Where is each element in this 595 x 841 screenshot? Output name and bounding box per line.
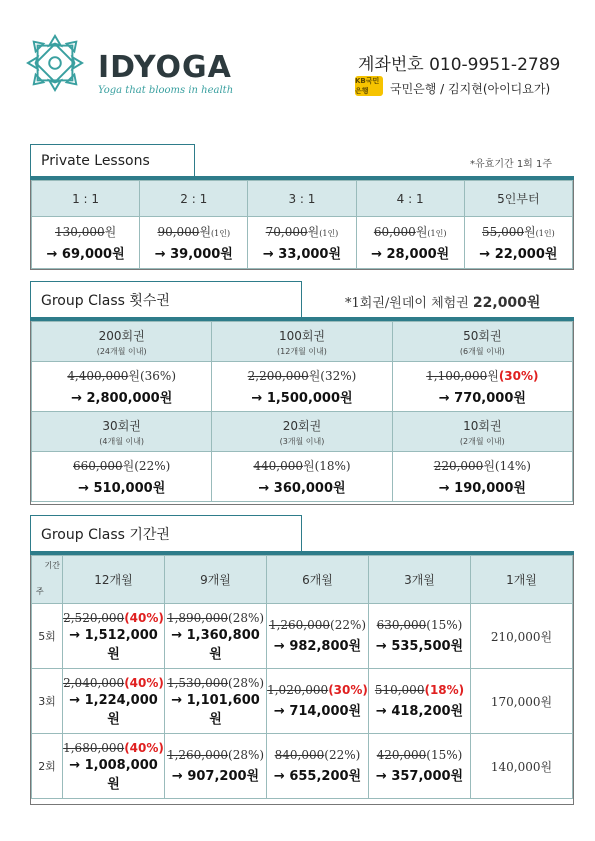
price-cell: [267, 734, 369, 799]
original-price: 660,000원(22%): [73, 459, 171, 473]
per-person-note: (1인): [211, 229, 231, 238]
discounted-price: → 1,101,600원: [171, 692, 260, 727]
pass-label: 50회권: [463, 328, 502, 343]
price-cell: [32, 362, 212, 412]
price-cell: [165, 604, 267, 669]
validity-period: (6개월 이내): [459, 346, 505, 356]
pass-label: 200회권: [98, 328, 145, 343]
struck-price: 70,000: [265, 225, 308, 239]
pass-header: [212, 322, 392, 362]
account-number: 계좌번호 010-9951-2789: [358, 55, 561, 75]
discount-rate: (32%): [320, 369, 357, 383]
discounted-price: → 510,000원: [78, 481, 166, 496]
discounted-price: → 22,000원: [479, 247, 558, 262]
group-period-title: Group Class 기간권: [30, 515, 302, 551]
price-cell: [356, 217, 464, 269]
original-price: 130,000원: [54, 225, 117, 239]
original-price: 1,100,000원(30%): [426, 369, 539, 383]
price-cell: [248, 217, 356, 269]
period-header: 9개월: [165, 556, 267, 604]
corner-cell: [32, 556, 63, 604]
pass-label: 20회권: [282, 418, 322, 433]
pass-header: [32, 322, 212, 362]
struck-price: 2,200,000: [247, 369, 309, 383]
discount-rate: (30%): [328, 683, 368, 697]
original-price: [267, 748, 368, 762]
original-price: [267, 618, 368, 632]
kb-bank-logo-icon: KB국민은행: [355, 76, 383, 96]
original-price: [369, 683, 470, 697]
discounted-price: → 357,000원: [375, 769, 464, 784]
original-price: [63, 676, 164, 690]
price-cell: [212, 362, 392, 412]
original-price: [63, 611, 164, 625]
group-period-table: [30, 555, 574, 805]
discount-rate: (15%): [426, 618, 463, 632]
price-cell: [369, 669, 471, 734]
discounted-price: → 655,200원: [273, 769, 362, 784]
struck-price: 1,100,000: [426, 369, 488, 383]
column-header: 3 : 1: [248, 181, 356, 217]
column-header: 2 : 1: [140, 181, 248, 217]
struck-price: 2,520,000: [63, 610, 125, 625]
price-cell: [392, 362, 572, 412]
period-header: 6개월: [267, 556, 369, 604]
corner-period: 기간: [44, 561, 60, 570]
pass-header: [392, 322, 572, 362]
per-person-note: (1인): [319, 229, 339, 238]
discounted-price: → 1,008,000원: [69, 757, 158, 792]
per-person-note: (1인): [427, 229, 447, 238]
original-price: [165, 676, 266, 690]
pass-header: [392, 412, 572, 452]
private-lessons-table: [30, 180, 574, 270]
discount-rate: (40%): [124, 675, 164, 690]
original-price: 70,000원(1인): [265, 225, 339, 239]
original-price: [165, 611, 266, 625]
discount-rate: (18%): [424, 683, 465, 697]
discounted-price: → 2,800,000원: [71, 391, 173, 406]
discounted-price: → 190,000원: [438, 481, 526, 496]
corner-weekly: 주: [36, 587, 44, 596]
discount-rate: (40%): [124, 610, 164, 625]
column-header: 5인부터: [464, 181, 572, 217]
price-cell: [32, 452, 212, 502]
original-price: 2,200,000원(32%): [247, 369, 357, 383]
discounted-price: → 33,000원: [262, 247, 342, 262]
validity-period: (4개월 이내): [99, 436, 145, 446]
discounted-price: → 535,500원: [375, 639, 464, 654]
price-cell: [63, 734, 165, 799]
struck-price: 660,000: [73, 459, 123, 473]
discounted-price: → 360,000원: [258, 481, 346, 496]
pass-label: 10회권: [463, 418, 502, 433]
pass-label: 30회권: [102, 418, 141, 433]
price-cell: [63, 604, 165, 669]
struck-price: 510,000: [374, 683, 425, 697]
struck-price: 60,000: [373, 225, 416, 239]
validity-period: (2개월 이내): [459, 436, 505, 446]
discounted-price: → 907,200원: [171, 769, 260, 784]
frequency-label: 3회: [32, 669, 63, 734]
original-price: [369, 618, 470, 632]
discount-rate: (14%): [494, 459, 531, 473]
price-cell: [165, 669, 267, 734]
price-cell: [369, 604, 471, 669]
discounted-price: → 418,200원: [375, 704, 464, 719]
group-count-table: [30, 321, 574, 505]
price-cell: [369, 734, 471, 799]
column-header: 4 : 1: [356, 181, 464, 217]
period-header: 3개월: [369, 556, 471, 604]
price-cell: [392, 452, 572, 502]
per-person-note: (1인): [535, 229, 555, 238]
mandala-logo-icon: [26, 34, 84, 92]
price-cell: [140, 217, 248, 269]
monthly-price: 140,000원: [471, 734, 573, 799]
struck-price: 1,680,000: [63, 740, 125, 755]
validity-note: *유효기간 1회 1주: [470, 159, 553, 170]
discount-rate: (28%): [228, 748, 265, 762]
frequency-label: 2회: [32, 734, 63, 799]
tagline: Yoga that blooms in health: [98, 85, 234, 96]
discount-rate: (40%): [124, 740, 164, 755]
bank-name: 국민은행 / 김지현(아이디요가): [390, 82, 551, 96]
discounted-price: → 770,000원: [438, 391, 526, 406]
original-price: 55,000원(1인): [482, 225, 555, 239]
price-cell: [212, 452, 392, 502]
discount-rate: (30%): [498, 369, 539, 383]
struck-price: 4,400,000: [67, 369, 129, 383]
discounted-price: → 1,500,000원: [251, 391, 353, 406]
price-cell: [267, 604, 369, 669]
discount-rate: (18%): [314, 459, 351, 473]
discount-rate: (22%): [324, 748, 361, 762]
struck-price: 630,000: [376, 618, 427, 632]
original-price: [63, 741, 164, 755]
discounted-price: → 1,512,000원: [69, 627, 158, 662]
period-header: 1개월: [471, 556, 573, 604]
struck-price: 1,890,000: [166, 610, 229, 625]
price-cell: [63, 669, 165, 734]
original-price: 4,400,000원(36%): [67, 369, 177, 383]
price-cell: [165, 734, 267, 799]
price-cell: [32, 217, 140, 269]
monthly-price: 170,000원: [471, 669, 573, 734]
original-price: 90,000원(1인): [157, 225, 231, 239]
pass-label: 100회권: [278, 328, 326, 343]
pass-header: [32, 412, 212, 452]
discounted-price: → 1,224,000원: [69, 692, 158, 727]
period-header: 12개월: [63, 556, 165, 604]
struck-price: 220,000: [433, 459, 484, 473]
discount-rate: (36%): [139, 369, 177, 383]
discount-rate: (22%): [134, 459, 171, 473]
struck-price: 1,260,000: [268, 618, 331, 632]
discounted-price: → 982,800원: [273, 639, 362, 654]
group-count-title: Group Class 횟수권: [30, 281, 302, 317]
pass-header: [212, 412, 392, 452]
discounted-price: → 714,000원: [273, 704, 362, 719]
discounted-price: → 69,000원: [46, 247, 125, 262]
discount-rate: (15%): [426, 748, 463, 762]
monthly-price: 210,000원: [471, 604, 573, 669]
original-price: 220,000원(14%): [433, 459, 531, 473]
struck-price: 1,260,000: [166, 748, 229, 762]
original-price: 440,000원(18%): [253, 459, 351, 473]
price-cell: [464, 217, 572, 269]
price-cell: [267, 669, 369, 734]
discounted-price: → 1,360,800원: [171, 627, 260, 662]
struck-price: 440,000: [253, 459, 303, 473]
trial-note: *1회권/원데이 체험권 22,000원: [345, 295, 541, 311]
struck-price: 420,000: [376, 748, 427, 762]
discounted-price: → 28,000원: [371, 247, 450, 262]
original-price: [165, 748, 266, 762]
validity-period: (12개월 이내): [277, 346, 327, 356]
struck-price: 2,040,000: [63, 675, 125, 690]
validity-period: (24개월 이내): [96, 346, 147, 356]
discount-rate: (28%): [228, 675, 265, 690]
struck-price: 55,000: [482, 225, 525, 239]
frequency-label: 5회: [32, 604, 63, 669]
original-price: [369, 748, 470, 762]
struck-price: 130,000: [54, 225, 105, 239]
struck-price: 90,000: [157, 225, 200, 239]
brand-name: IDYOGA: [98, 50, 232, 85]
discount-rate: (28%): [228, 610, 265, 625]
validity-period: (3개월 이내): [279, 436, 325, 446]
struck-price: 840,000: [274, 748, 325, 762]
column-header: 1 : 1: [32, 181, 140, 217]
private-lessons-title: Private Lessons: [30, 144, 195, 176]
original-price: [267, 683, 368, 697]
discounted-price: → 39,000원: [154, 247, 233, 262]
discount-rate: (22%): [330, 618, 367, 632]
struck-price: 1,020,000: [267, 683, 329, 697]
struck-price: 1,530,000: [166, 675, 229, 690]
original-price: 60,000원(1인): [373, 225, 447, 239]
